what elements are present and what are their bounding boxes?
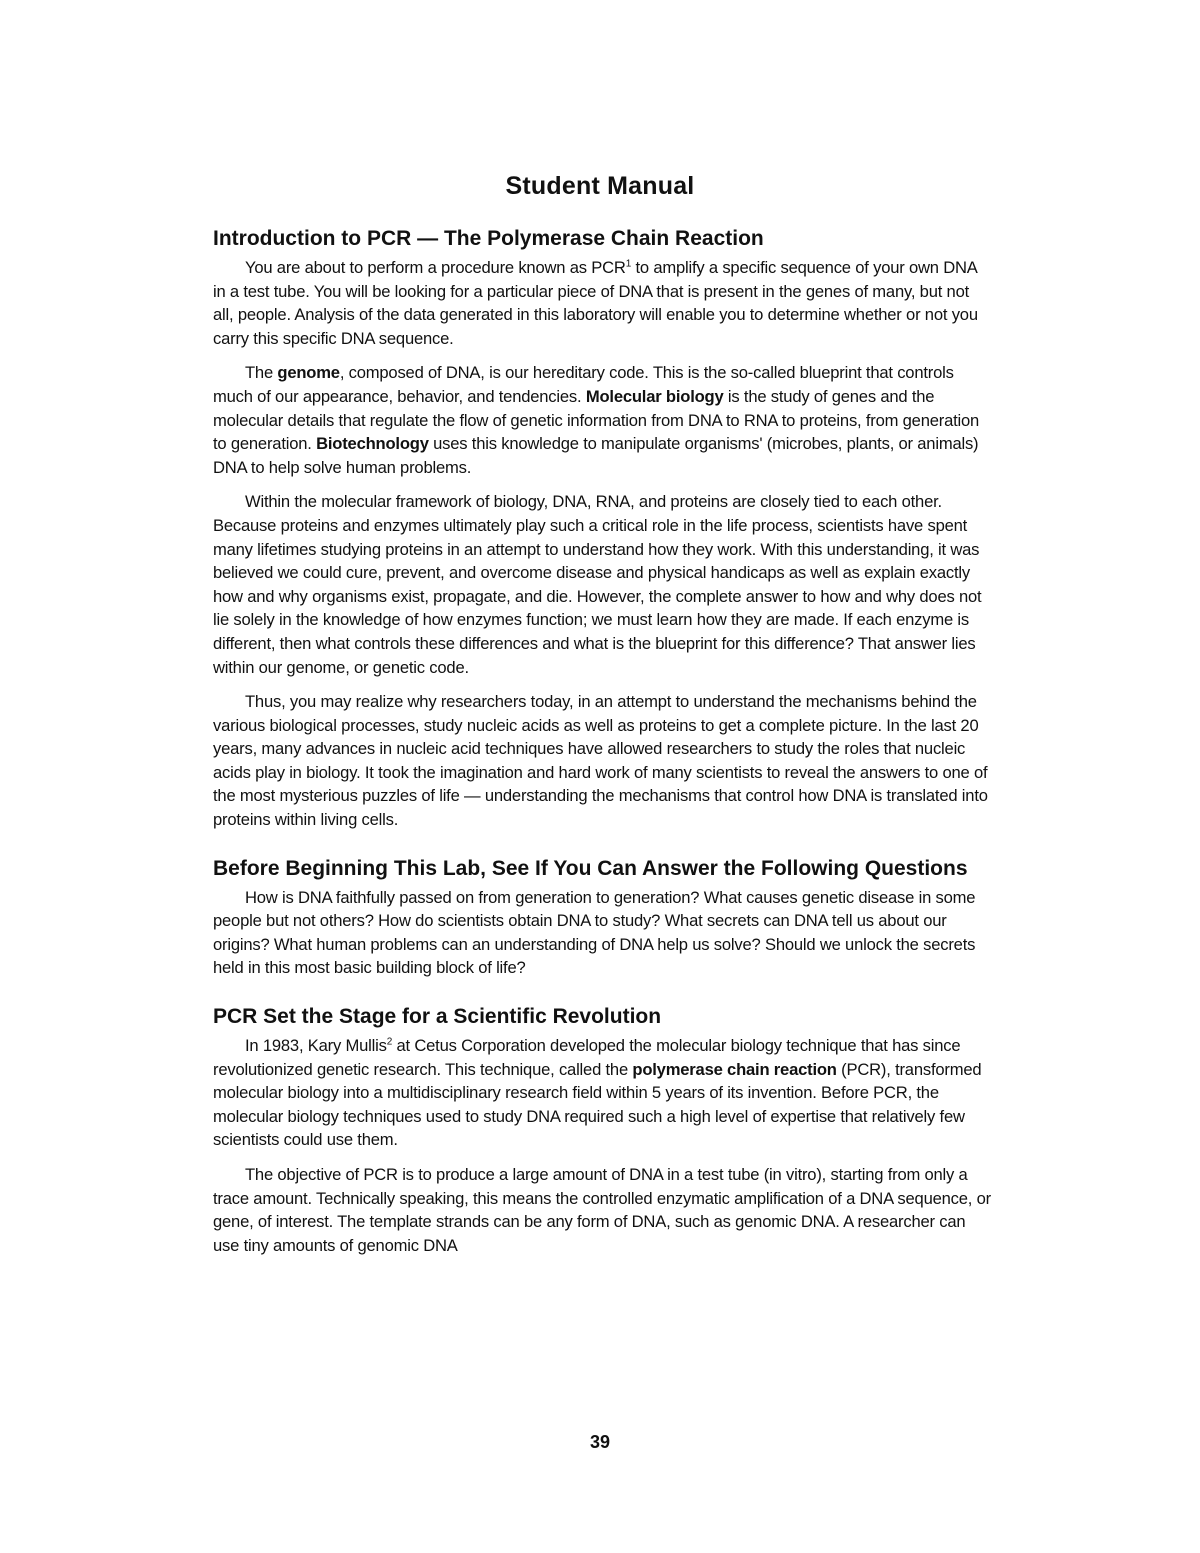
text: to amplify a specific sequence of your own DNA in a test tube. You will be looking for a particular piece of DNA that is present in the genes of many, but not all, people. Analysis of the data generated in this laboratory will enable you to determine whether or not you carry this specific DNA sequence. xyxy=(213,258,978,348)
section-heading-intro: Introduction to PCR — The Polymerase Chain Reaction xyxy=(213,227,764,250)
section-heading-revolution: PCR Set the Stage for a Scientific Revolution xyxy=(213,1005,662,1029)
page-title: Student Manual xyxy=(505,172,695,200)
text: The xyxy=(245,363,278,383)
paragraph: Thus, you may realize why researchers today, in an attempt to understand the mechanisms behind the various biological processes, study nucleic acids as well as proteins to get a complete picture. In the last 20 years, many advances in nucleic acid techniques have allowed researchers to study the roles that nucleic acids play in biology. It took the imagination and hard work of many scientists to reveal the answers to one of the most mysterious puzzles of life — understanding the mechanisms that control how DNA is translated into proteins within living cells. xyxy=(213,692,988,830)
bold-term: polymerase chain reaction xyxy=(632,1059,837,1079)
text: , composed of DNA, is our hereditary code. This is the so-called blueprint that controls much of our appearance, behavior, and tendencies. xyxy=(213,363,954,406)
page-number: 39 xyxy=(589,1432,611,1452)
paragraph xyxy=(213,361,993,479)
text: You are about to perform a procedure known as PCR xyxy=(245,258,626,277)
text: In 1983, Kary Mullis xyxy=(245,1036,387,1056)
page-content xyxy=(213,226,993,1257)
paragraph xyxy=(213,1034,993,1152)
paragraph: Within the molecular framework of biology, DNA, RNA, and proteins are closely tied to each other. Because proteins and enzymes ultimately play such a critical role in the life process, scientists have spent many lifetimes studying proteins in an attempt to understand how they work. With this understanding, it was believed we could cure, prevent, and overcome disease and physical handicaps as well as explain exactly how and why organisms exist, propagate, and die. However, the complete answer to how and why does not lie solely in the knowledge of how enzymes function; we must learn how they are made. If each enzyme is different, then what controls these differences and what is the blueprint for this difference? That answer lies within our genome, or genetic code. xyxy=(213,492,982,677)
text: uses this knowledge to manipulate organisms' (microbes, plants, or animals) DNA to help solve human problems. xyxy=(213,434,979,477)
footnote-ref: 2 xyxy=(386,1036,393,1048)
footnote-ref: 1 xyxy=(625,258,632,270)
paragraph xyxy=(213,256,993,350)
bold-term: genome xyxy=(277,363,340,383)
text: is the study of genes and the molecular details that regulate the flow of genetic information from DNA to RNA to proteins, from generation to generation. xyxy=(213,386,980,454)
bold-term: Molecular biology xyxy=(585,386,724,406)
paragraph: How is DNA faithfully passed on from generation to generation? What causes genetic disease in some people but not others? How do scientists obtain DNA to study? What secrets can DNA tell us about our origins? What human problems can an understanding of DNA help us solve? Should we unlock the secrets held in this most basic building block of life? xyxy=(213,887,976,978)
section-heading-questions: Before Beginning This Lab, See If You Can Answer the Following Questions xyxy=(213,856,968,880)
text: (PCR), transformed molecular biology into a multidisciplinary research field within 5 years of its invention. Before PCR, the molecular biology techniques used to study DNA required such a high level of expertise that relatively few scientists could use them. xyxy=(213,1059,982,1150)
bold-term: Biotechnology xyxy=(316,434,429,454)
paragraph: The objective of PCR is to produce a large amount of DNA in a test tube (in vitro), starting from only a trace amount. Technically speaking, this means the controlled enzymatic amplification of a DNA sequence, or gene, of interest. The template strands can be any form of DNA, such as genomic DNA. A researcher can use tiny amounts of genomic DNA xyxy=(213,1165,991,1255)
text: at Cetus Corporation developed the molecular biology technique that has since revolutionized genetic research. This technique, called the xyxy=(213,1036,961,1079)
